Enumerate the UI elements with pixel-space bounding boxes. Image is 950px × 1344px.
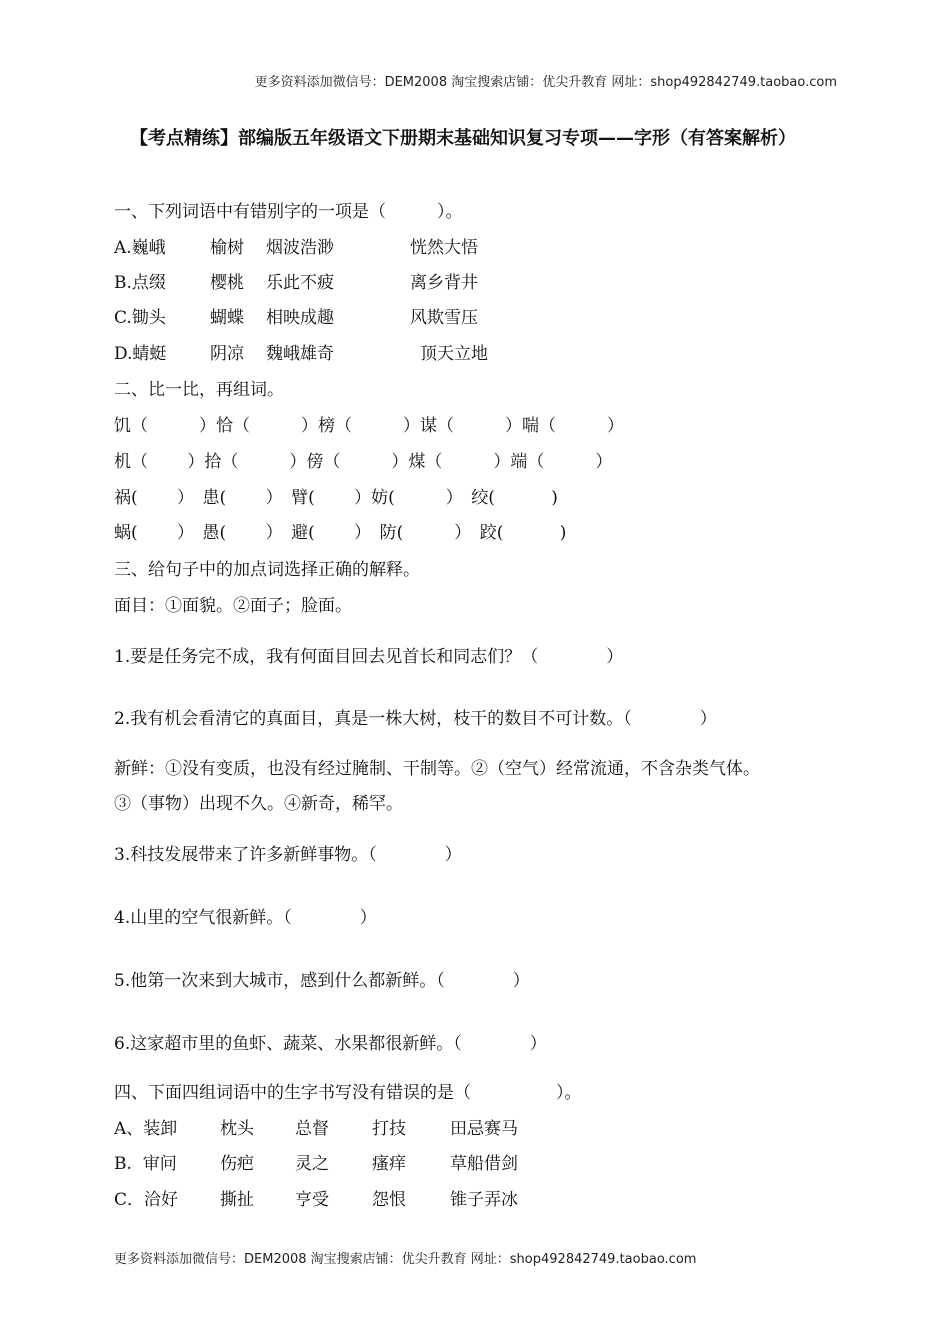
question-2-prompt: 二、比一比，再组词。 (114, 380, 284, 400)
q3-sentence-3: 3.科技发展带来了许多新鲜事物。（ ） (114, 845, 462, 865)
q3-sentence-1: 1.要是任务完不成，我有何面目回去见首长和同志们？（ ） (114, 647, 624, 667)
q4-c-word-4: 怨恨 (372, 1190, 406, 1210)
question-1-prompt: 一、下列词语中有错别字的一项是（ ）。 (114, 202, 463, 222)
q2-row-1: 饥（ ）恰（ ）榜（ ）谋（ ）喘（ ） (114, 416, 624, 436)
q4-b-word-5: 草船借剑 (450, 1154, 518, 1174)
q1-option-a (114, 236, 854, 260)
q2-row-3: 祸( ） 患( ） 臂( ）妨( ） 绞( ) (114, 488, 558, 508)
q1-b-word-1: B.点缀 (114, 273, 166, 293)
q1-option-c (114, 306, 854, 330)
q4-option-b (114, 1152, 854, 1176)
q4-c-word-1: C．洽好 (114, 1190, 179, 1210)
q1-option-d (114, 342, 854, 366)
q4-b-word-4: 瘙痒 (372, 1154, 406, 1174)
q4-c-word-5: 锥子弄冰 (450, 1190, 518, 1210)
q1-c-word-3: 相映成趣 (266, 308, 334, 328)
q4-a-word-4: 打技 (372, 1119, 406, 1139)
q4-b-word-3: 灵之 (295, 1154, 329, 1174)
q4-a-word-5: 田忌赛马 (450, 1119, 518, 1139)
q1-option-b (114, 271, 854, 295)
q1-b-word-2: 樱桃 (210, 273, 244, 293)
q3-sentence-5: 5.他第一次来到大城市，感到什么都新鲜。（ ） (114, 971, 530, 991)
question-4-prompt: 四、下面四组词语中的生字书写没有错误的是（ ）。 (114, 1083, 582, 1103)
q1-a-word-4: 恍然大悟 (410, 238, 478, 258)
page-header: 更多资料添加微信号：DEM2008 淘宝搜索店铺：优尖升教育 网址：shop492842749.taobao.com (254, 75, 837, 90)
q1-d-word-4: 顶天立地 (420, 344, 488, 364)
q4-a-word-1: A、装卸 (114, 1119, 178, 1139)
q3-sentence-6: 6.这家超市里的鱼虾、蔬菜、水果都很新鲜。（ ） (114, 1034, 547, 1054)
q4-a-word-3: 总督 (295, 1119, 329, 1139)
q2-row-4: 蜗( ） 愚( ） 避( ） 防( ） 跤( ) (114, 523, 567, 543)
q1-a-word-3: 烟波浩渺 (266, 238, 334, 258)
q1-b-word-4: 离乡背井 (410, 273, 478, 293)
q1-c-word-2: 蝴蝶 (210, 308, 244, 328)
q2-row-2: 机（ ）拾（ ）傍（ ）煤（ ）端（ ） (114, 452, 613, 472)
q1-a-word-2: 榆树 (210, 238, 244, 258)
q4-option-c (114, 1188, 854, 1212)
q4-c-word-2: 撕扯 (220, 1190, 254, 1210)
q3-definition-xinxian-2: ③（事物）出现不久。④新奇，稀罕。 (114, 794, 403, 814)
q1-d-word-1: D.蜻蜓 (114, 344, 167, 364)
q4-a-word-2: 枕头 (220, 1119, 254, 1139)
page-footer: 更多资料添加微信号：DEM2008 淘宝搜索店铺：优尖升教育 网址：shop492842749.taobao.com (114, 1252, 697, 1267)
q4-b-word-2: 伤疤 (220, 1154, 254, 1174)
q3-definition-mianmu: 面目：①面貌。②面子；脸面。 (114, 596, 352, 616)
q4-option-a (114, 1117, 854, 1141)
q1-a-word-1: A.巍峨 (114, 238, 166, 258)
q3-sentence-4: 4.山里的空气很新鲜。（ ） (114, 908, 377, 928)
q3-sentence-2: 2.我有机会看清它的真面目，真是一株大树，枝干的数目不可计数。（ ） (114, 709, 717, 729)
document-title: 【考点精练】部编版五年级语文下册期末基础知识复习专项——字形（有答案解析） (130, 128, 796, 149)
q1-c-word-1: C.锄头 (114, 308, 166, 328)
q1-b-word-3: 乐此不疲 (266, 273, 334, 293)
question-3-prompt: 三、给句子中的加点词选择正确的解释。 (114, 560, 420, 580)
q4-c-word-3: 亨受 (295, 1190, 329, 1210)
q1-d-word-3: 魏峨雄奇 (266, 344, 334, 364)
q1-c-word-4: 风欺雪压 (410, 308, 478, 328)
q4-b-word-1: B. 审问 (114, 1154, 177, 1174)
q1-d-word-2: 阴凉 (210, 344, 244, 364)
q3-definition-xinxian-1: 新鲜：①没有变质，也没有经过腌制、干制等。②（空气）经常流通，不含杂类气体。 (114, 759, 760, 779)
